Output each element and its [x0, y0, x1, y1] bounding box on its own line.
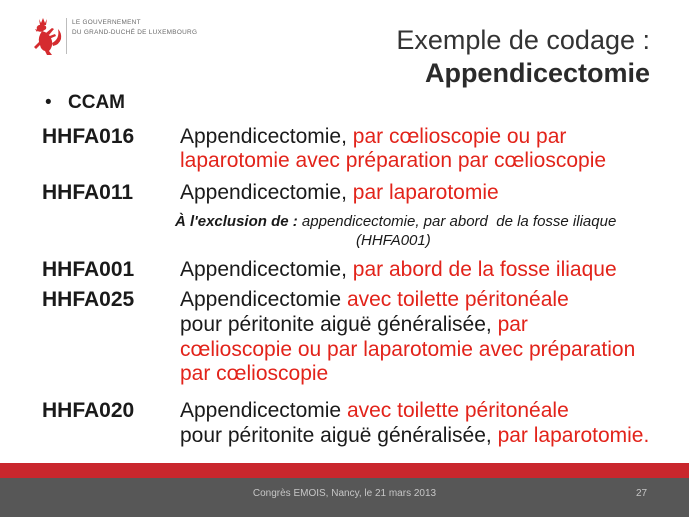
logo-text-line1: LE GOUVERNEMENT — [72, 19, 141, 26]
description-text: Appendicectomie, — [180, 258, 353, 281]
description-text: pour péritonite aiguë généralisée, — [180, 313, 498, 336]
description-line — [180, 258, 617, 282]
description-highlight: avec toilette péritonéale — [346, 399, 569, 422]
bullet-label: CCAM — [68, 92, 125, 113]
description-line — [180, 149, 606, 173]
description-line — [180, 399, 569, 423]
description-line — [180, 181, 499, 205]
page-number: 27 — [636, 488, 648, 499]
code-hhfa020: HHFA020 — [42, 399, 135, 422]
description-text: Appendicectomie, — [180, 181, 353, 204]
description-line — [180, 424, 649, 448]
footer-text: Congrès EMOIS, Nancy, le 21 mars 2013 — [252, 488, 437, 499]
code-hhfa016: HHFA016 — [42, 125, 135, 148]
description-highlight: par cœlioscopie ou par — [352, 125, 567, 148]
code-hhfa025: HHFA025 — [42, 288, 135, 311]
code-hhfa011: HHFA011 — [42, 181, 134, 204]
description-line — [180, 362, 328, 386]
description-line — [180, 288, 569, 312]
description-highlight: cœlioscopie ou par laparotomie avec préparation — [180, 338, 636, 361]
description-highlight: par abord de la fosse iliaque — [352, 258, 617, 281]
description-line — [180, 125, 566, 149]
exclusion-note — [175, 213, 616, 231]
description-highlight: par — [497, 313, 528, 336]
logo-text-line2: DU GRAND-DUCHÉ DE LUXEMBOURG — [72, 29, 198, 36]
slide-title: Exemple de codage : — [396, 25, 650, 55]
description-text: pour péritonite aiguë généralisée, — [180, 424, 498, 447]
description-highlight: avec toilette péritonéale — [346, 288, 569, 311]
description-text: Appendicectomie, — [180, 125, 353, 148]
description-highlight: laparotomie avec préparation par cœlioscopie — [180, 149, 607, 172]
exclusion-code: (HHFA001) — [356, 232, 431, 249]
description-text: Appendicectomie — [180, 288, 347, 311]
code-hhfa001: HHFA001 — [42, 258, 135, 281]
logo-divider — [66, 18, 67, 54]
red-lion-emblem-icon — [30, 17, 64, 57]
footer-stripe — [0, 463, 689, 478]
description-highlight: par cœlioscopie — [180, 362, 329, 385]
bullet-dot: • — [45, 92, 52, 113]
exclusion-label: À l'exclusion de : — [175, 213, 298, 230]
description-line — [180, 338, 635, 362]
slide-subtitle: Appendicectomie — [424, 58, 650, 88]
description-line — [180, 313, 528, 337]
description-highlight: par laparotomie. — [497, 424, 650, 447]
description-text: Appendicectomie — [180, 399, 347, 422]
description-highlight: par laparotomie — [352, 181, 499, 204]
exclusion-text: appendicectomie, par abord de la fosse iliaque — [297, 213, 617, 230]
